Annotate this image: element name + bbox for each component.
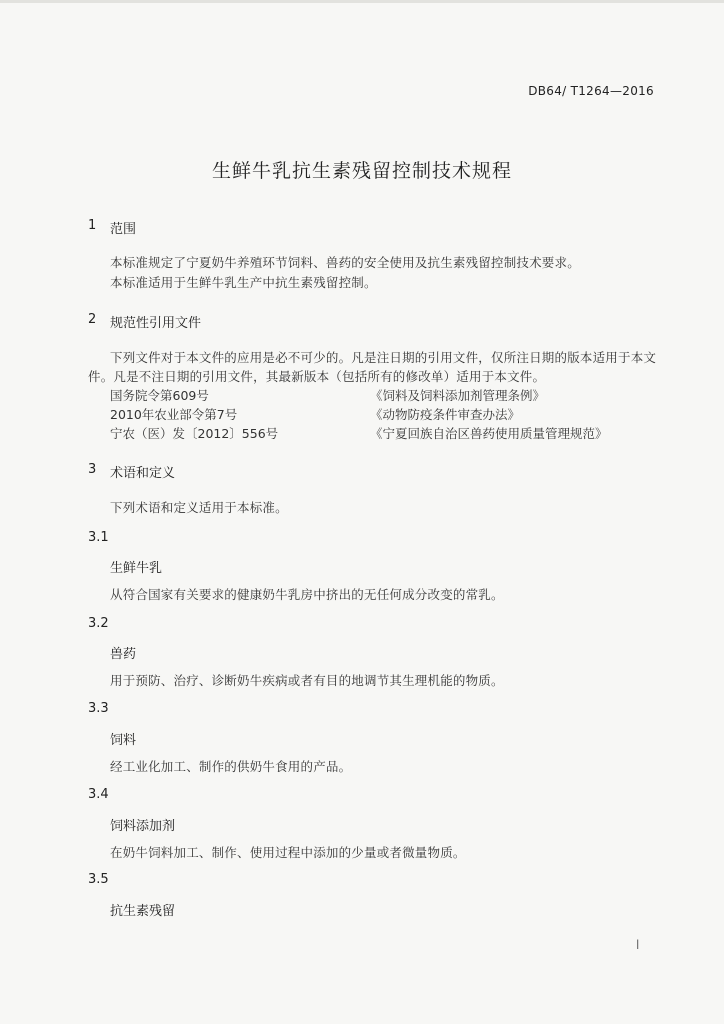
section-3-intro: 下列术语和定义适用于本标准。 bbox=[110, 500, 288, 515]
term-name: 生鲜牛乳 bbox=[110, 561, 163, 576]
term-name: 饲料 bbox=[110, 733, 137, 748]
section-1-number: 1 bbox=[88, 218, 97, 233]
section-3-heading: 术语和定义 bbox=[110, 466, 176, 481]
term-number: 3.4 bbox=[88, 787, 109, 802]
section-1-heading: 范围 bbox=[110, 222, 137, 237]
term-definition: 用于预防、治疗、诊断奶牛疾病或者有目的地调节其生理机能的物质。 bbox=[110, 673, 504, 688]
reference-name: 《动物防疫条件审查办法》 bbox=[370, 407, 521, 422]
term-number: 3.2 bbox=[88, 616, 109, 631]
reference-name: 《宁夏回族自治区兽药使用质量管理规范》 bbox=[370, 426, 608, 441]
section-1-paragraph: 本标准适用于生鲜牛乳生产中抗生素残留控制。 bbox=[110, 275, 377, 290]
term-definition: 在奶牛饲料加工、制作、使用过程中添加的少量或者微量物质。 bbox=[110, 845, 466, 860]
term-name: 抗生素残留 bbox=[110, 904, 176, 919]
reference-code: 国务院令第609号 bbox=[110, 388, 209, 403]
section-2-number: 2 bbox=[88, 312, 97, 327]
term-number: 3.3 bbox=[88, 701, 109, 716]
page-title: 生鲜牛乳抗生素残留控制技术规程 bbox=[211, 160, 512, 182]
term-name: 饲料添加剂 bbox=[110, 819, 176, 834]
term-name: 兽药 bbox=[110, 647, 137, 662]
section-3-number: 3 bbox=[88, 462, 97, 477]
section-2-heading: 规范性引用文件 bbox=[110, 316, 202, 331]
term-number: 3.1 bbox=[88, 530, 109, 545]
term-definition: 从符合国家有关要求的健康奶牛乳房中挤出的无任何成分改变的常乳。 bbox=[110, 587, 504, 602]
reference-code: 2010年农业部令第7号 bbox=[110, 407, 238, 422]
section-2-intro: 件。凡是不注日期的引用文件，其最新版本（包括所有的修改单）适用于本文件。 bbox=[88, 369, 546, 384]
standard-code: DB64/ T1264—2016 bbox=[528, 84, 654, 98]
reference-code: 宁农（医）发〔2012〕556号 bbox=[110, 426, 279, 441]
scan-edge bbox=[0, 0, 724, 3]
page-mark: l bbox=[636, 938, 640, 952]
reference-name: 《饲料及饲料添加剂管理条例》 bbox=[370, 388, 546, 403]
section-1-paragraph: 本标准规定了宁夏奶牛养殖环节饲料、兽药的安全使用及抗生素残留控制技术要求。 bbox=[110, 255, 580, 270]
term-definition: 经工业化加工、制作的供奶牛食用的产品。 bbox=[110, 759, 352, 774]
section-2-intro: 下列文件对于本文件的应用是必不可少的。凡是注日期的引用文件，仅所注日期的版本适用于本文 bbox=[110, 350, 657, 365]
term-number: 3.5 bbox=[88, 872, 109, 887]
